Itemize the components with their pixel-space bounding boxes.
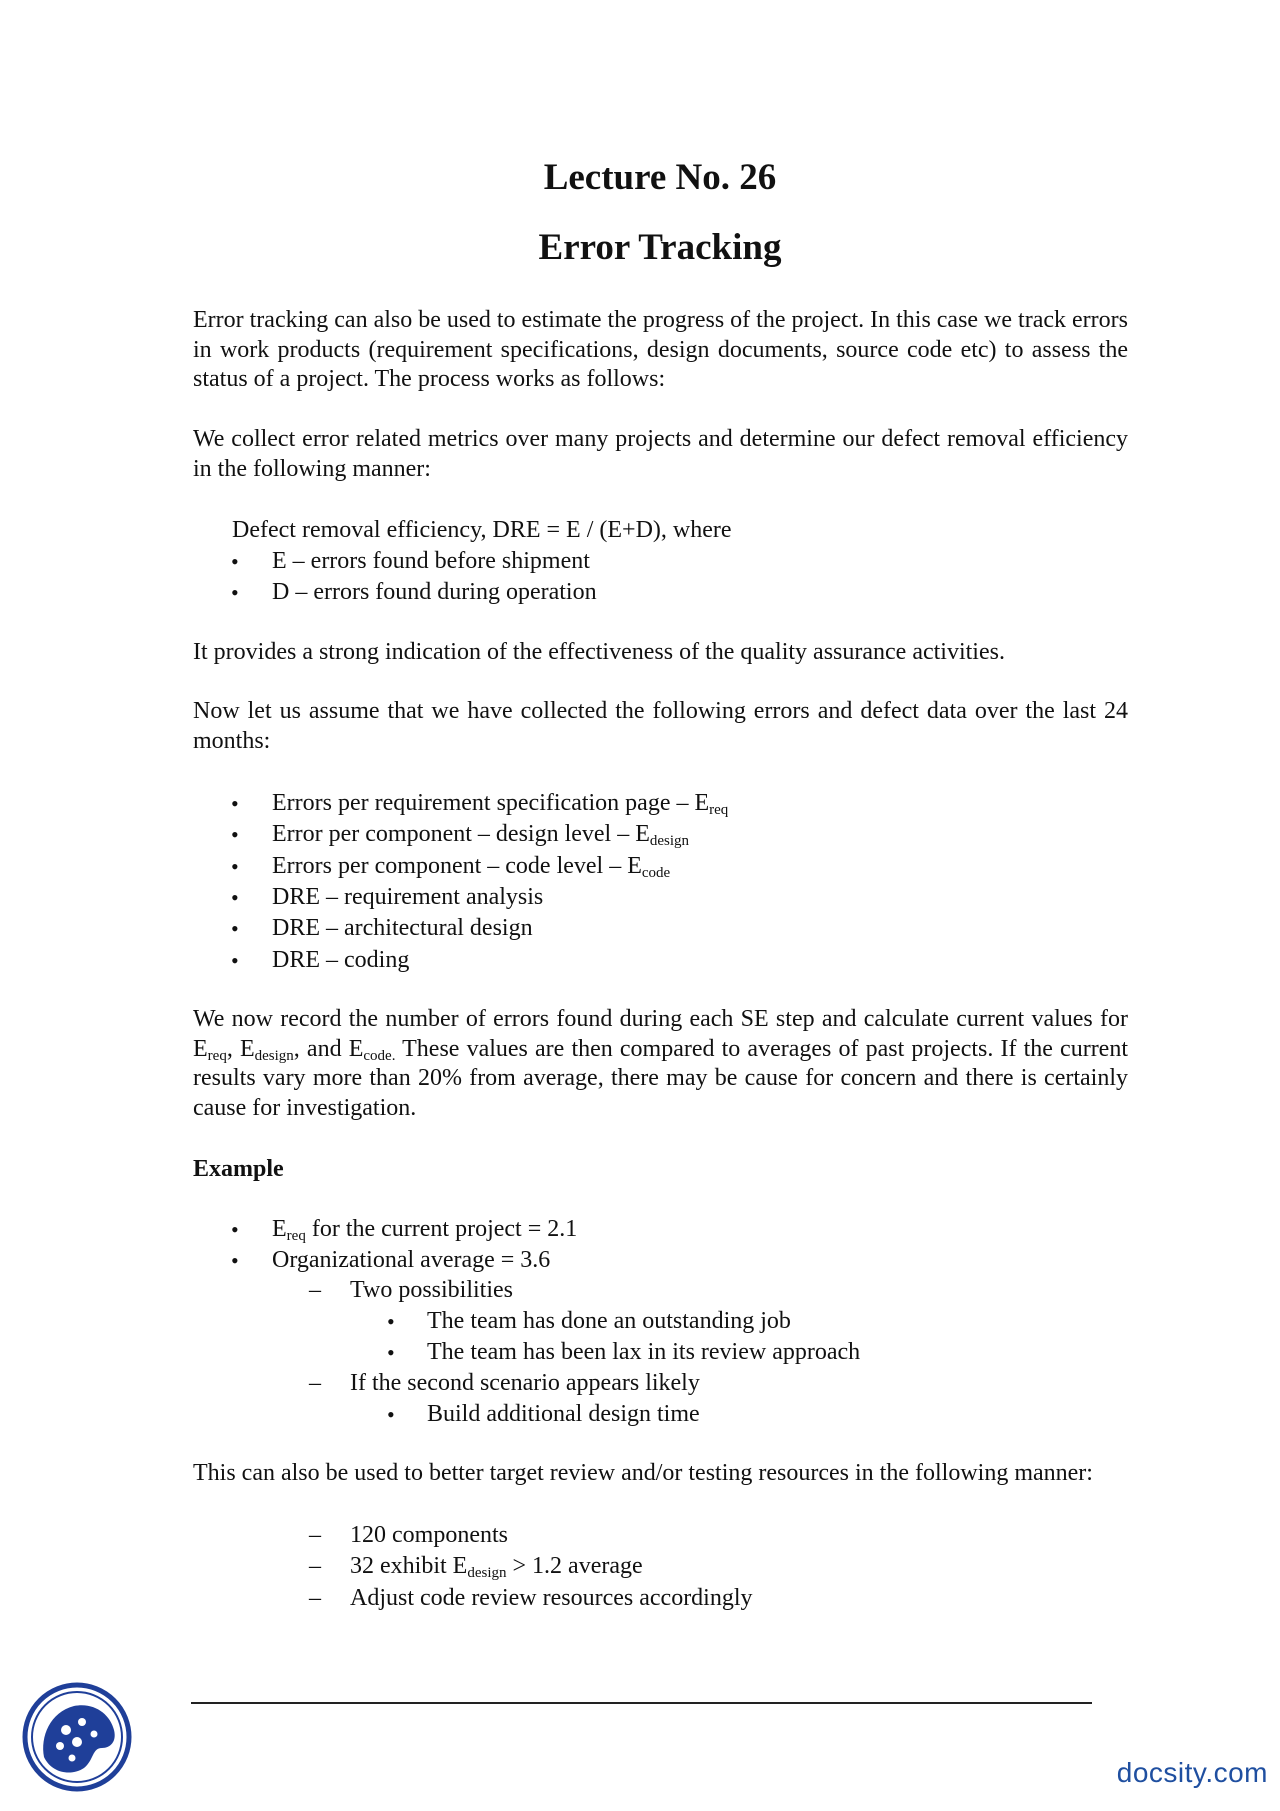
bullet-icon: • bbox=[231, 1248, 239, 1273]
example-build-time: Build additional design time bbox=[427, 1401, 700, 1427]
target-item-components: 120 components bbox=[350, 1522, 508, 1548]
bullet-icon: • bbox=[231, 1217, 239, 1242]
bullet-icon: • bbox=[231, 549, 239, 574]
example-possibility-2: The team has been lax in its review approach bbox=[427, 1339, 861, 1365]
bullet-icon: • bbox=[231, 580, 239, 605]
bullet-icon: • bbox=[231, 791, 239, 816]
bullet-icon: • bbox=[231, 885, 239, 910]
assume-paragraph: Now let us assume that we have collected the following errors and defect data over the last 24 months: bbox=[193, 698, 1128, 754]
record-paragraph: We now record the number of errors found during each SE step and calculate current values for $E_{req}$, $E_{design}$, and $E_{code.}$ These values are then compared to averages of past projects. If the current results vary more than 20% from average, there may be cause for concern and there is certainly cause for investigation. bbox=[193, 1006, 1129, 1121]
dre-formula: Defect removal efficiency, DRE = E / (E+D), where bbox=[232, 517, 732, 543]
target-item-exhibit: 32 exhibit $E_{design} > 1.2$ average bbox=[350, 1553, 643, 1581]
lecture-title: Lecture No. 26 bbox=[543, 157, 777, 198]
bullet-icon: • bbox=[387, 1309, 395, 1334]
metric-item: Errors per component – code level – $E_{code}$ bbox=[272, 853, 671, 881]
dash-icon: – bbox=[309, 1277, 321, 1303]
dre-term-d: D – errors found during operation bbox=[272, 579, 597, 605]
dre-term-e: E – errors found before shipment bbox=[272, 548, 590, 574]
intro-paragraph: Error tracking can also be used to estimate the progress of the project. In this case we track errors in work products (requirement specifications, design documents, source code etc) to assess the status of a project. The process works as follows: bbox=[193, 307, 1128, 392]
bullet-icon: • bbox=[387, 1402, 395, 1427]
indication-paragraph: It provides a strong indication of the effectiveness of the quality assurance activities. bbox=[193, 639, 1005, 665]
metric-item: DRE – architectural design bbox=[272, 915, 533, 941]
example-ereq: $E_{req}$ for the current project = 2.1 bbox=[272, 1216, 578, 1244]
metric-item: Errors per requirement specification page – $E_{req}$ bbox=[272, 790, 729, 818]
example-two-possibilities: Two possibilities bbox=[350, 1277, 513, 1303]
example-possibility-1: The team has done an outstanding job bbox=[427, 1308, 791, 1334]
target-paragraph: This can also be used to better target review and/or testing resources in the following manner: bbox=[193, 1460, 1093, 1486]
metric-item: Error per component – design level – $E_{design}$ bbox=[272, 821, 690, 849]
lecture-subtitle: Error Tracking bbox=[538, 227, 782, 268]
example-org-average: Organizational average = 3.6 bbox=[272, 1247, 551, 1273]
example-heading: Example bbox=[193, 1156, 284, 1182]
collect-paragraph: We collect error related metrics over many projects and determine our defect removal efficiency in the following manner: bbox=[193, 426, 1128, 482]
metric-item: DRE – coding bbox=[272, 947, 410, 973]
dash-icon: – bbox=[309, 1370, 321, 1396]
target-item-adjust: Adjust code review resources accordingly bbox=[350, 1585, 753, 1611]
metric-item: DRE – requirement analysis bbox=[272, 884, 544, 910]
dash-icon: – bbox=[309, 1553, 321, 1579]
docsity-brand-link[interactable]: docsity.com bbox=[1116, 1757, 1268, 1788]
bullet-icon: • bbox=[231, 916, 239, 941]
bullet-icon: • bbox=[231, 822, 239, 847]
dash-icon: – bbox=[309, 1522, 321, 1548]
bullet-icon: • bbox=[231, 854, 239, 879]
docsity-logo-icon[interactable] bbox=[22, 1682, 132, 1792]
footer-divider bbox=[191, 1702, 1092, 1704]
dash-icon: – bbox=[309, 1585, 321, 1611]
bullet-icon: • bbox=[387, 1340, 395, 1365]
example-second-scenario: If the second scenario appears likely bbox=[350, 1370, 700, 1396]
bullet-icon: • bbox=[231, 948, 239, 973]
